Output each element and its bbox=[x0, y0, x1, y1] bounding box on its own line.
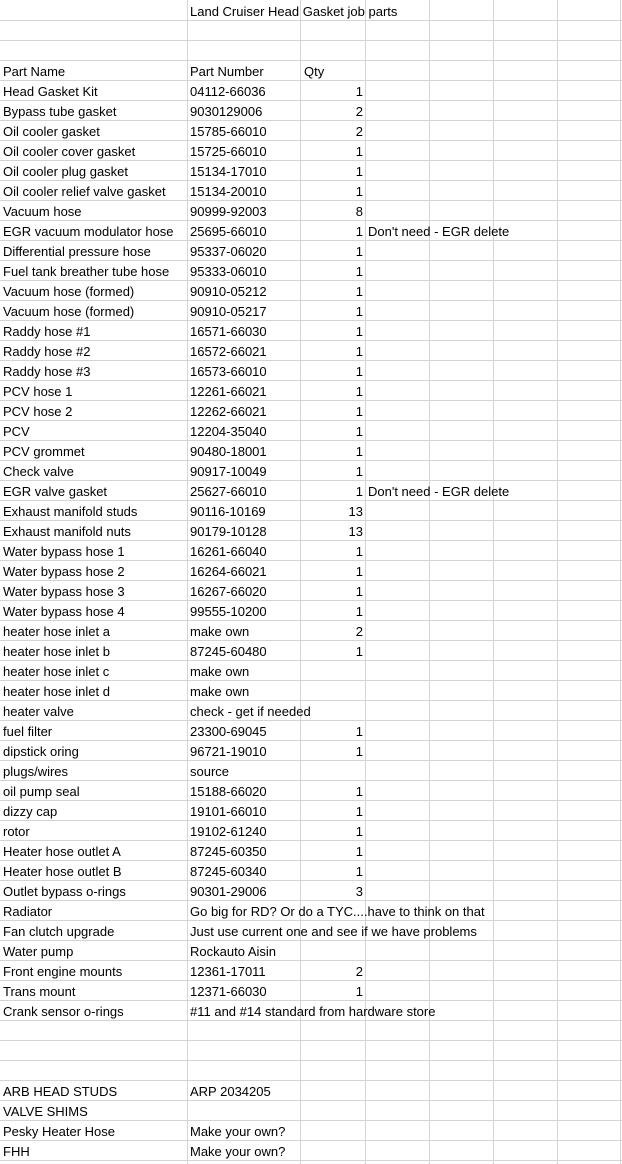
table-row bbox=[0, 741, 622, 761]
part-name-cell[interactable]: fuel filter bbox=[3, 724, 53, 739]
part-number-cell[interactable]: 87245-60340 bbox=[190, 864, 267, 879]
part-number-cell[interactable]: 90179-10128 bbox=[190, 524, 267, 539]
part-name-cell[interactable]: Oil cooler gasket bbox=[3, 124, 100, 139]
header-qty[interactable]: Qty bbox=[304, 64, 325, 79]
table-row bbox=[0, 641, 622, 661]
qty-cell[interactable]: 1 bbox=[355, 304, 363, 319]
qty-cell[interactable]: 1 bbox=[355, 284, 363, 299]
qty-cell[interactable]: 1 bbox=[355, 384, 363, 399]
table-row bbox=[0, 341, 622, 361]
qty-cell[interactable]: 1 bbox=[355, 444, 363, 459]
part-name-cell[interactable]: Radiator bbox=[3, 904, 53, 919]
part-number-cell[interactable]: Make your own? bbox=[190, 1124, 286, 1139]
part-number-cell[interactable]: 95337-06020 bbox=[190, 244, 267, 259]
part-name-cell[interactable]: PCV hose 2 bbox=[3, 404, 73, 419]
table-row bbox=[0, 861, 622, 881]
header-part-number[interactable]: Part Number bbox=[190, 64, 264, 79]
part-number-cell[interactable]: make own bbox=[190, 624, 250, 639]
table-row bbox=[0, 801, 622, 821]
qty-cell[interactable]: 1 bbox=[355, 604, 363, 619]
part-number-cell[interactable]: 16264-66021 bbox=[190, 564, 267, 579]
table-row bbox=[0, 221, 622, 241]
table-row bbox=[0, 101, 622, 121]
table-row bbox=[0, 681, 622, 701]
part-number-cell[interactable]: 23300-69045 bbox=[190, 724, 267, 739]
table-row bbox=[0, 421, 622, 441]
table-row bbox=[0, 901, 622, 921]
table-row bbox=[0, 281, 622, 301]
part-name-cell[interactable]: heater hose inlet a bbox=[3, 624, 110, 639]
qty-cell[interactable]: 1 bbox=[355, 344, 363, 359]
part-number-cell[interactable]: 90910-05217 bbox=[190, 304, 267, 319]
qty-cell[interactable] bbox=[301, 681, 363, 701]
table-row bbox=[0, 121, 622, 141]
part-number-cell[interactable]: 04112-66036 bbox=[190, 84, 266, 99]
qty-cell[interactable]: 1 bbox=[355, 744, 363, 759]
qty-cell[interactable]: 1 bbox=[355, 564, 363, 579]
qty-cell[interactable]: 1 bbox=[355, 184, 363, 199]
part-number-cell[interactable]: make own bbox=[190, 684, 250, 699]
part-number-cell[interactable]: 19102-61240 bbox=[190, 824, 267, 839]
part-number-cell[interactable]: 15134-20010 bbox=[190, 184, 267, 199]
table-row bbox=[0, 581, 622, 601]
part-number-cell[interactable]: 12371-66030 bbox=[190, 984, 267, 999]
qty-cell[interactable]: 2 bbox=[355, 104, 363, 119]
qty-cell[interactable]: 8 bbox=[355, 204, 363, 219]
header-row bbox=[0, 61, 622, 81]
part-number-cell[interactable]: make own bbox=[190, 664, 250, 679]
qty-cell[interactable]: 1 bbox=[355, 804, 363, 819]
qty-cell[interactable]: 13 bbox=[348, 504, 363, 519]
table-row bbox=[0, 321, 622, 341]
qty-cell[interactable]: 1 bbox=[355, 164, 363, 179]
part-number-cell[interactable]: 95333-06010 bbox=[190, 264, 267, 279]
table-row bbox=[0, 301, 622, 321]
table-row bbox=[0, 941, 622, 961]
part-name-cell[interactable]: Fuel tank breather tube hose bbox=[3, 264, 170, 279]
qty-cell[interactable] bbox=[301, 901, 363, 921]
part-number-cell[interactable]: 90999-92003 bbox=[190, 204, 267, 219]
part-name-cell[interactable]: Vacuum hose (formed) bbox=[3, 284, 135, 299]
part-name-cell[interactable]: heater hose inlet d bbox=[3, 684, 110, 699]
qty-cell[interactable]: 1 bbox=[355, 984, 363, 999]
part-name-cell[interactable]: Heater hose outlet B bbox=[3, 864, 122, 879]
table-row bbox=[0, 841, 622, 861]
table-row bbox=[0, 781, 622, 801]
qty-cell[interactable]: 1 bbox=[355, 824, 363, 839]
qty-cell[interactable]: 1 bbox=[355, 424, 363, 439]
table-row bbox=[0, 361, 622, 381]
table-row bbox=[0, 881, 622, 901]
table-row bbox=[0, 381, 622, 401]
table-row bbox=[0, 1101, 622, 1121]
part-number-cell[interactable]: 19101-66010 bbox=[190, 804, 267, 819]
part-name-cell[interactable]: Exhaust manifold nuts bbox=[3, 524, 131, 539]
qty-cell[interactable]: 3 bbox=[355, 884, 363, 899]
table-row bbox=[0, 261, 622, 281]
part-name-cell[interactable]: Trans mount bbox=[3, 984, 76, 999]
part-name-cell[interactable]: Vacuum hose (formed) bbox=[3, 304, 135, 319]
qty-cell[interactable]: 1 bbox=[355, 244, 363, 259]
part-number-cell[interactable]: 12204-35040 bbox=[190, 424, 267, 439]
part-number-cell[interactable]: 15188-66020 bbox=[190, 784, 267, 799]
table-row bbox=[0, 461, 622, 481]
qty-cell[interactable]: 1 bbox=[355, 644, 363, 659]
note-cell[interactable]: Don't need - EGR delete bbox=[368, 224, 510, 239]
part-name-cell[interactable]: Water bypass hose 4 bbox=[3, 604, 125, 619]
qty-cell[interactable]: 1 bbox=[355, 544, 363, 559]
part-number-cell[interactable]: 90116-10169 bbox=[190, 504, 266, 519]
sheet-title[interactable]: Land Cruiser Head Gasket job parts bbox=[190, 4, 398, 19]
part-name-cell[interactable]: Raddy hose #2 bbox=[3, 344, 91, 359]
part-number-cell[interactable]: Just use current one and see if we have problems bbox=[190, 924, 477, 939]
header-part-name[interactable]: Part Name bbox=[3, 64, 66, 79]
part-number-cell[interactable]: 87245-60480 bbox=[190, 644, 267, 659]
part-number-cell[interactable]: 90301-29006 bbox=[190, 884, 267, 899]
qty-cell[interactable] bbox=[301, 941, 363, 961]
part-name-cell[interactable]: heater hose inlet b bbox=[3, 644, 110, 659]
table-row bbox=[0, 241, 622, 261]
part-name-cell[interactable]: Vacuum hose bbox=[3, 204, 82, 219]
note-cell[interactable]: Don't need - EGR delete bbox=[368, 484, 510, 499]
part-name-cell[interactable]: dizzy cap bbox=[3, 804, 58, 819]
part-name-cell[interactable]: Outlet bypass o-rings bbox=[3, 884, 126, 899]
part-name-cell[interactable]: Head Gasket Kit bbox=[3, 84, 98, 99]
qty-cell[interactable]: 1 bbox=[355, 224, 363, 239]
part-name-cell[interactable]: rotor bbox=[3, 824, 30, 839]
table-row bbox=[0, 1141, 622, 1161]
table-row bbox=[0, 701, 622, 721]
part-name-cell[interactable]: Fan clutch upgrade bbox=[3, 924, 115, 939]
qty-cell[interactable]: 1 bbox=[355, 404, 363, 419]
part-name-cell[interactable]: EGR valve gasket bbox=[3, 484, 108, 499]
part-number-cell[interactable]: 16573-66010 bbox=[190, 364, 267, 379]
table-row bbox=[0, 921, 622, 941]
part-name-cell[interactable]: PCV bbox=[3, 424, 30, 439]
part-name-cell[interactable]: Pesky Heater Hose bbox=[3, 1124, 115, 1139]
part-name-cell[interactable]: Heater hose outlet A bbox=[3, 844, 121, 859]
part-name-cell[interactable]: FHH bbox=[3, 1144, 30, 1159]
part-number-cell[interactable]: 16571-66030 bbox=[190, 324, 267, 339]
table-row bbox=[0, 501, 622, 521]
qty-cell[interactable]: 1 bbox=[355, 864, 363, 879]
part-name-cell[interactable]: Oil cooler cover gasket bbox=[3, 144, 136, 159]
qty-cell[interactable]: 1 bbox=[355, 584, 363, 599]
qty-cell[interactable]: 1 bbox=[355, 84, 363, 99]
table-row bbox=[0, 141, 622, 161]
part-number-cell[interactable]: 16261-66040 bbox=[190, 544, 267, 559]
table-row bbox=[0, 541, 622, 561]
part-number-cell[interactable]: 15785-66010 bbox=[190, 124, 267, 139]
qty-cell[interactable]: 1 bbox=[355, 484, 363, 499]
part-name-cell[interactable]: ARB HEAD STUDS bbox=[3, 1084, 118, 1099]
part-name-cell[interactable]: Oil cooler plug gasket bbox=[3, 164, 129, 179]
table-row bbox=[0, 521, 622, 541]
table-row bbox=[0, 821, 622, 841]
part-name-cell[interactable]: oil pump seal bbox=[3, 784, 80, 799]
table-row bbox=[0, 161, 622, 181]
qty-cell[interactable] bbox=[301, 701, 363, 721]
qty-cell[interactable]: 1 bbox=[355, 144, 363, 159]
qty-cell[interactable] bbox=[301, 921, 363, 941]
qty-cell[interactable] bbox=[301, 761, 363, 781]
part-name-cell[interactable]: PCV grommet bbox=[3, 444, 85, 459]
part-name-cell[interactable]: Raddy hose #1 bbox=[3, 324, 91, 339]
part-name-cell[interactable]: VALVE SHIMS bbox=[3, 1104, 88, 1119]
part-number-cell[interactable]: 96721-19010 bbox=[190, 744, 267, 759]
qty-cell[interactable]: 1 bbox=[355, 264, 363, 279]
qty-cell[interactable]: 1 bbox=[355, 464, 363, 479]
qty-cell[interactable]: 2 bbox=[355, 124, 363, 139]
part-number-cell[interactable]: #11 and #14 standard from hardware store bbox=[190, 1004, 436, 1019]
part-name-cell[interactable]: Raddy hose #3 bbox=[3, 364, 91, 379]
table-row bbox=[0, 181, 622, 201]
part-number-cell[interactable]: Rockauto Aisin bbox=[190, 944, 276, 959]
qty-cell[interactable]: 1 bbox=[355, 324, 363, 339]
table-row bbox=[0, 201, 622, 221]
table-row bbox=[0, 761, 622, 781]
part-number-cell[interactable]: 12261-66021 bbox=[190, 384, 267, 399]
part-name-cell[interactable]: Check valve bbox=[3, 464, 74, 479]
qty-cell[interactable] bbox=[301, 1001, 363, 1021]
qty-cell[interactable]: 1 bbox=[355, 364, 363, 379]
part-number-cell[interactable]: 12262-66021 bbox=[190, 404, 267, 419]
part-number-cell[interactable]: 25695-66010 bbox=[190, 224, 267, 239]
table-row bbox=[0, 481, 622, 501]
part-name-cell[interactable]: Differential pressure hose bbox=[3, 244, 151, 259]
part-name-cell[interactable]: Bypass tube gasket bbox=[3, 104, 117, 119]
part-number-cell[interactable]: source bbox=[190, 764, 230, 779]
title-row bbox=[0, 1, 622, 21]
qty-cell[interactable] bbox=[301, 661, 363, 681]
table-row bbox=[0, 1081, 622, 1101]
table-row bbox=[0, 401, 622, 421]
part-number-cell[interactable]: 15725-66010 bbox=[190, 144, 267, 159]
part-number-cell[interactable]: ARP 2034205 bbox=[190, 1084, 271, 1099]
part-number-cell[interactable]: 25627-66010 bbox=[190, 484, 267, 499]
part-number-cell[interactable]: 12361-17011 bbox=[190, 964, 266, 979]
part-number-cell[interactable]: 90480-18001 bbox=[190, 444, 267, 459]
part-name-cell[interactable]: EGR vacuum modulator hose bbox=[3, 224, 174, 239]
table-row bbox=[0, 1001, 622, 1021]
part-number-cell[interactable]: 90910-05212 bbox=[190, 284, 267, 299]
part-name-cell[interactable]: heater hose inlet c bbox=[3, 664, 110, 679]
part-name-cell[interactable]: Water bypass hose 2 bbox=[3, 564, 125, 579]
part-number-cell[interactable]: 99555-10200 bbox=[190, 604, 267, 619]
table-row bbox=[0, 661, 622, 681]
qty-cell[interactable]: 1 bbox=[355, 844, 363, 859]
table-row bbox=[0, 621, 622, 641]
qty-cell[interactable]: 1 bbox=[355, 784, 363, 799]
part-number-cell[interactable]: Make your own? bbox=[190, 1144, 286, 1159]
part-name-cell[interactable]: Front engine mounts bbox=[3, 964, 123, 979]
table-row bbox=[0, 81, 622, 101]
part-number-cell[interactable]: 16572-66021 bbox=[190, 344, 267, 359]
part-name-cell[interactable]: dipstick oring bbox=[3, 744, 79, 759]
table-row bbox=[0, 961, 622, 981]
table-row bbox=[0, 981, 622, 1001]
part-name-cell[interactable]: Oil cooler relief valve gasket bbox=[3, 184, 166, 199]
part-name-cell[interactable]: PCV hose 1 bbox=[3, 384, 73, 399]
qty-cell[interactable]: 2 bbox=[355, 624, 363, 639]
part-number-cell[interactable]: 16267-66020 bbox=[190, 584, 267, 599]
table-row bbox=[0, 601, 622, 621]
part-name-cell[interactable]: Crank sensor o-rings bbox=[3, 1004, 124, 1019]
part-name-cell[interactable]: Water pump bbox=[3, 944, 74, 959]
qty-cell[interactable]: 2 bbox=[355, 964, 363, 979]
qty-cell[interactable]: 13 bbox=[348, 524, 363, 539]
part-number-cell[interactable]: 87245-60350 bbox=[190, 844, 267, 859]
part-number-cell[interactable]: 15134-17010 bbox=[190, 164, 267, 179]
part-name-cell[interactable]: heater valve bbox=[3, 704, 74, 719]
part-number-cell[interactable]: Go big for RD? Or do a TYC....have to think on that bbox=[190, 904, 485, 919]
table-row bbox=[0, 721, 622, 741]
part-name-cell[interactable]: Water bypass hose 1 bbox=[3, 544, 125, 559]
table-row bbox=[0, 1121, 622, 1141]
table-row bbox=[0, 441, 622, 461]
part-number-cell[interactable]: 9030129006 bbox=[190, 104, 263, 119]
part-name-cell[interactable]: Water bypass hose 3 bbox=[3, 584, 125, 599]
part-name-cell[interactable]: Exhaust manifold studs bbox=[3, 504, 138, 519]
table-row bbox=[0, 561, 622, 581]
qty-cell[interactable]: 1 bbox=[355, 724, 363, 739]
part-number-cell[interactable]: check - get if needed bbox=[190, 704, 311, 719]
part-number-cell[interactable]: 90917-10049 bbox=[190, 464, 267, 479]
part-name-cell[interactable]: plugs/wires bbox=[3, 764, 69, 779]
